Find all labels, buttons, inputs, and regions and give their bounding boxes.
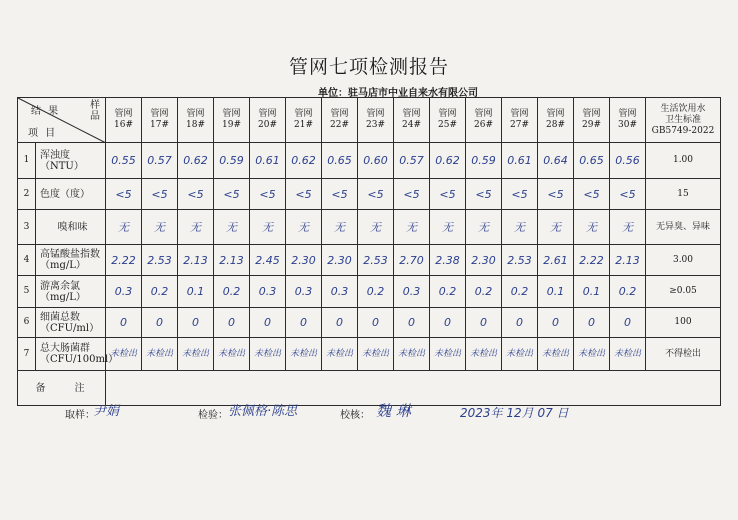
value-cell: 0.2 [214,276,250,308]
header-row [18,98,721,143]
standard-cell: 3.00 [646,245,721,276]
value-cell: 0.57 [394,143,430,179]
value-cell: 无 [574,210,610,245]
item-name: 细菌总数 （CFU/ml） [36,308,106,338]
value-cell: 0 [610,308,646,338]
value-cell: 0.55 [106,143,142,179]
sample-header: 管网 27# [502,98,538,143]
value-cell: 无 [178,210,214,245]
value-cell: <5 [574,179,610,210]
sample-header: 管网 28# [538,98,574,143]
value-cell: 2.13 [178,245,214,276]
value-cell: 2.13 [214,245,250,276]
value-cell: 0.65 [574,143,610,179]
item-name: 高锰酸盐指数 （mg/L） [36,245,106,276]
value-cell: 0.1 [574,276,610,308]
value-cell: 0.2 [466,276,502,308]
value-cell: 0 [430,308,466,338]
value-cell: 无 [106,210,142,245]
value-cell: 无 [214,210,250,245]
value-cell: 0.57 [142,143,178,179]
sample-header: 管网 30# [610,98,646,143]
value-cell: 0 [214,308,250,338]
table-row [18,210,721,245]
value-cell: <5 [322,179,358,210]
value-cell: 0.62 [178,143,214,179]
value-cell: 2.45 [250,245,286,276]
row-number: 1 [18,143,36,179]
value-cell: 未检出 [106,338,142,371]
value-cell: 未检出 [322,338,358,371]
item-name: 浑浊度（NTU） [36,143,106,179]
sample-header: 管网 16# [106,98,142,143]
value-cell: 无 [394,210,430,245]
table-row [18,143,721,179]
row-number: 7 [18,338,36,371]
value-cell: <5 [214,179,250,210]
value-cell: 0 [142,308,178,338]
value-cell: <5 [538,179,574,210]
value-cell: <5 [430,179,466,210]
tester-signature: 张佩格·陈思 [228,404,298,419]
value-cell: 2.13 [610,245,646,276]
value-cell: 0.61 [502,143,538,179]
value-cell: <5 [106,179,142,210]
item-label: 项 目 [28,128,58,139]
report-table [17,97,721,406]
value-cell: 无 [466,210,502,245]
value-cell: 2.53 [142,245,178,276]
value-cell: 0.2 [430,276,466,308]
row-number: 5 [18,276,36,308]
value-cell: 0 [466,308,502,338]
remarks-row [18,371,721,406]
checker-label: 校核： [340,410,370,421]
row-number: 4 [18,245,36,276]
value-cell: 无 [430,210,466,245]
value-cell: 0.62 [286,143,322,179]
value-cell: 无 [358,210,394,245]
value-cell: 0 [538,308,574,338]
value-cell: 0.2 [610,276,646,308]
value-cell: <5 [502,179,538,210]
value-cell: 0.2 [142,276,178,308]
item-name: 嗅和味 [36,210,106,245]
value-cell: 2.30 [466,245,502,276]
value-cell: 2.30 [322,245,358,276]
row-number: 3 [18,210,36,245]
value-cell: 未检出 [502,338,538,371]
value-cell: 0.59 [214,143,250,179]
value-cell: 未检出 [610,338,646,371]
sample-header: 管网 26# [466,98,502,143]
value-cell: <5 [286,179,322,210]
sampler-label: 取样： [65,410,95,421]
value-cell: 2.70 [394,245,430,276]
remarks-content [106,371,721,406]
sample-header: 管网 29# [574,98,610,143]
value-cell: <5 [394,179,430,210]
value-cell: 2.38 [430,245,466,276]
table-row [18,338,721,371]
value-cell: 未检出 [286,338,322,371]
value-cell: <5 [466,179,502,210]
value-cell: 无 [322,210,358,245]
value-cell: 未检出 [250,338,286,371]
value-cell: 0 [394,308,430,338]
standard-cell: 无异臭、异味 [646,210,721,245]
table-row [18,308,721,338]
value-cell: 未检出 [214,338,250,371]
value-cell: <5 [610,179,646,210]
value-cell: 无 [538,210,574,245]
value-cell: 0 [574,308,610,338]
value-cell: 2.53 [502,245,538,276]
value-cell: 0.64 [538,143,574,179]
sample-header: 管网 25# [430,98,466,143]
value-cell: 无 [610,210,646,245]
value-cell: 0.3 [286,276,322,308]
value-cell: 2.53 [358,245,394,276]
value-cell: 0 [250,308,286,338]
standard-cell: 100 [646,308,721,338]
value-cell: 0.3 [394,276,430,308]
value-cell: 0 [358,308,394,338]
checker-signature: 魏 琳 [376,402,411,420]
value-cell: <5 [142,179,178,210]
value-cell: 未检出 [394,338,430,371]
value-cell: 0.2 [358,276,394,308]
value-cell: 未检出 [142,338,178,371]
value-cell: 0 [286,308,322,338]
sample-header: 管网 23# [358,98,394,143]
value-cell: 未检出 [466,338,502,371]
value-cell: 0.56 [610,143,646,179]
sampler-signature: 尹娟 [93,404,120,419]
item-name: 色度（度） [36,179,106,210]
row-number: 6 [18,308,36,338]
value-cell: 0 [502,308,538,338]
sample-header: 管网 22# [322,98,358,143]
sample-header: 管网 20# [250,98,286,143]
value-cell: 0.2 [502,276,538,308]
table-row [18,276,721,308]
standard-cell: 不得检出 [646,338,721,371]
value-cell: 2.22 [106,245,142,276]
sample-header: 管网 19# [214,98,250,143]
value-cell: 未检出 [430,338,466,371]
value-cell: 0.62 [430,143,466,179]
value-cell: <5 [178,179,214,210]
sample-header: 管网 17# [142,98,178,143]
sample-header: 管网 24# [394,98,430,143]
report-date: 2023年 12月 07 日 [460,406,569,420]
value-cell: 无 [142,210,178,245]
value-cell: 2.22 [574,245,610,276]
value-cell: 0.1 [538,276,574,308]
value-cell: 无 [502,210,538,245]
value-cell: 0.59 [466,143,502,179]
tester-label: 检验： [198,410,228,421]
standard-cell: 1.00 [646,143,721,179]
value-cell: 0.3 [106,276,142,308]
value-cell: 未检出 [358,338,394,371]
report-title: 管网七项检测报告 [288,56,449,78]
value-cell: <5 [250,179,286,210]
value-cell: 0.3 [250,276,286,308]
value-cell: 0.61 [250,143,286,179]
value-cell: 未检出 [538,338,574,371]
value-cell: 0.3 [322,276,358,308]
value-cell: 0 [178,308,214,338]
value-cell: 未检出 [574,338,610,371]
remarks-label: 备 注 [18,371,106,406]
table-row [18,179,721,210]
standard-header: 生活饮用水 卫生标准 GB5749-2022 [646,98,721,143]
item-name: 总大肠菌群 （CFU/100ml） [36,338,106,371]
value-cell: 未检出 [178,338,214,371]
standard-cell: ≥0.05 [646,276,721,308]
standard-cell: 15 [646,179,721,210]
value-cell: 0 [106,308,142,338]
result-label: 结 果 [31,106,61,117]
value-cell: 0.1 [178,276,214,308]
header-corner-cell [18,98,106,143]
unit-label: 单位：驻马店市中业自来水有限公司 [318,88,478,99]
value-cell: 0.60 [358,143,394,179]
value-cell: 2.30 [286,245,322,276]
item-name: 游离余氯 （mg/L） [36,276,106,308]
row-number: 2 [18,179,36,210]
value-cell: 0.65 [322,143,358,179]
sample-header: 管网 21# [286,98,322,143]
value-cell: 2.61 [538,245,574,276]
value-cell: <5 [358,179,394,210]
value-cell: 0 [322,308,358,338]
value-cell: 无 [250,210,286,245]
sample-label: 样 品 [90,100,100,122]
sample-header: 管网 18# [178,98,214,143]
table-row [18,245,721,276]
value-cell: 无 [286,210,322,245]
